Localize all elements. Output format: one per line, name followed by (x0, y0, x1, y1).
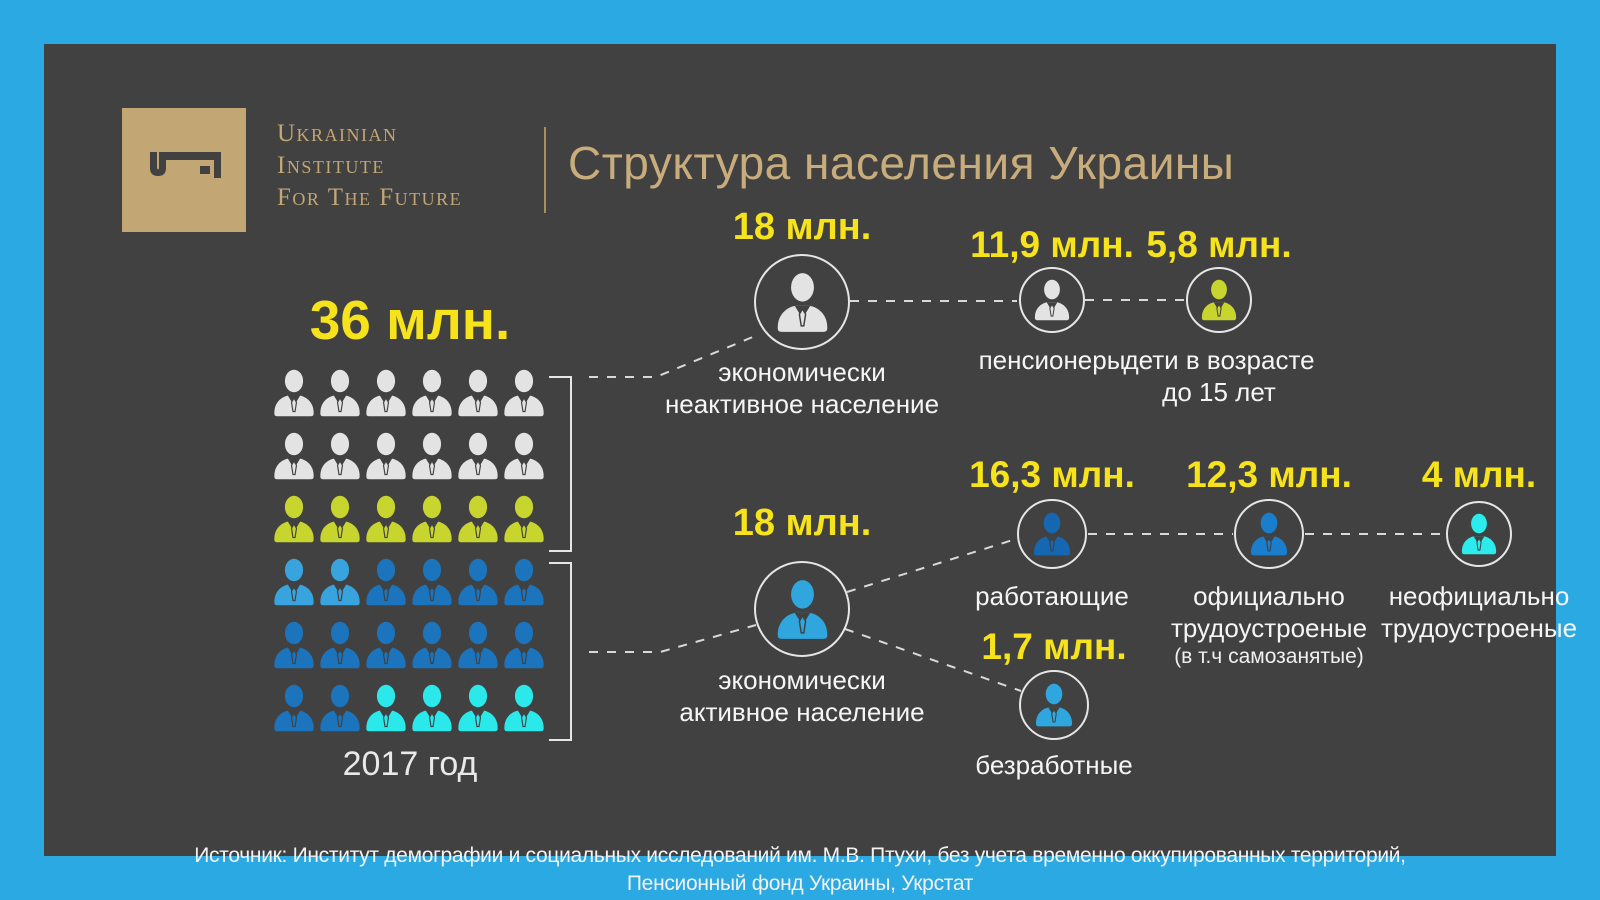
node-label (979, 344, 1126, 376)
node-label-line: трудоустроеные (1170, 613, 1368, 643)
node-label-line: экономически (718, 665, 886, 695)
node-circle (1446, 501, 1512, 567)
person-icon (502, 432, 546, 480)
person-icon (318, 684, 362, 732)
source-note (88, 842, 1512, 898)
node-sublabel: (в т.ч самозанятые) (1174, 645, 1364, 668)
node-label-line: дети в возрасте (1123, 345, 1315, 375)
node-label-line: активное население (679, 697, 925, 727)
person-icon (410, 558, 454, 606)
person-icon (272, 432, 316, 480)
node-label-line: работающие (975, 581, 1129, 611)
person-icon (364, 369, 408, 417)
node-label-line: экономически (718, 357, 886, 387)
person-icon (318, 369, 362, 417)
person-icon (502, 621, 546, 669)
pictogram-row (272, 495, 552, 558)
person-icon (272, 558, 316, 606)
institute-name-line: For The Future (277, 184, 463, 211)
person-icon (410, 495, 454, 543)
pictogram-row (272, 558, 552, 621)
node-circle (754, 561, 850, 657)
person-icon (456, 558, 500, 606)
person-icon (364, 684, 408, 732)
content-panel (44, 44, 1578, 895)
node-label (1123, 344, 1314, 408)
person-icon (272, 684, 316, 732)
node-circle (1186, 267, 1252, 333)
node-value: 18 млн. (732, 206, 872, 248)
pictogram-row (272, 432, 552, 495)
person-icon (775, 579, 830, 640)
node-label (1171, 580, 1367, 670)
node-value: 11,9 млн. (970, 224, 1134, 265)
key-icon (136, 138, 232, 202)
institute-name (277, 118, 462, 214)
node-label-line: до 15 лет (1162, 377, 1276, 407)
node-value: 1,7 млн. (981, 626, 1127, 667)
pictogram-row (272, 684, 552, 747)
person-icon (318, 558, 362, 606)
person-icon (364, 558, 408, 606)
node-label (1381, 580, 1577, 644)
person-icon (1249, 512, 1289, 556)
node-value: 5,8 млн. (1146, 224, 1292, 265)
person-icon (1033, 279, 1071, 321)
pictogram-row (272, 621, 552, 684)
node-circle (1234, 499, 1304, 569)
person-icon (364, 432, 408, 480)
person-icon (272, 369, 316, 417)
source-line: Источник: Институт демографии и социальных исследований им. М.В. Птухи, без учета временно оккупированных территорий, (194, 844, 1406, 867)
person-icon (456, 684, 500, 732)
person-icon (410, 621, 454, 669)
total-population-value: 36 млн. (309, 289, 511, 351)
institute-name-line: Ukrainian (277, 120, 398, 147)
person-icon (272, 621, 316, 669)
person-icon (456, 432, 500, 480)
person-icon (1032, 512, 1072, 556)
person-icon (502, 369, 546, 417)
node-label-line: трудоустроеные (1380, 613, 1578, 643)
person-icon (410, 369, 454, 417)
person-icon (364, 495, 408, 543)
person-icon (272, 495, 316, 543)
person-icon (502, 558, 546, 606)
node-circle (754, 254, 850, 350)
population-pictogram-grid (272, 369, 552, 747)
person-icon (318, 432, 362, 480)
node-label (679, 664, 924, 728)
person-icon (456, 495, 500, 543)
node-circle (1019, 670, 1089, 740)
person-icon (502, 684, 546, 732)
year-label: 2017 год (342, 745, 478, 783)
person-icon (1034, 683, 1074, 727)
node-value: 12,3 млн. (1186, 454, 1352, 495)
node-label (975, 749, 1133, 781)
node-label-line: неактивное население (664, 389, 940, 419)
title-divider (544, 127, 546, 213)
person-icon (1460, 513, 1498, 555)
page-title: Структура населения Украины (568, 137, 1235, 189)
person-icon (456, 621, 500, 669)
source-line: Пенсионный фонд Украины, Укрстат (626, 872, 974, 895)
institute-logo (122, 108, 246, 232)
pictogram-row (272, 369, 552, 432)
node-label-line: официально (1193, 581, 1345, 611)
person-icon (318, 495, 362, 543)
person-icon (318, 621, 362, 669)
node-label-line: пенсионеры (978, 345, 1126, 375)
person-icon (502, 495, 546, 543)
node-label-line: безработные (975, 750, 1133, 780)
person-icon (1200, 279, 1238, 321)
node-value: 18 млн. (732, 502, 872, 544)
node-value: 16,3 млн. (969, 454, 1135, 495)
person-icon (364, 621, 408, 669)
person-icon (775, 272, 830, 333)
node-label-line: неофициально (1388, 581, 1570, 611)
node-label (665, 356, 939, 420)
node-label (975, 580, 1129, 612)
person-icon (410, 684, 454, 732)
node-circle (1019, 267, 1085, 333)
person-icon (456, 369, 500, 417)
institute-name-line: Institute (277, 152, 385, 179)
node-value: 4 млн. (1421, 454, 1537, 495)
node-circle (1017, 499, 1087, 569)
person-icon (410, 432, 454, 480)
